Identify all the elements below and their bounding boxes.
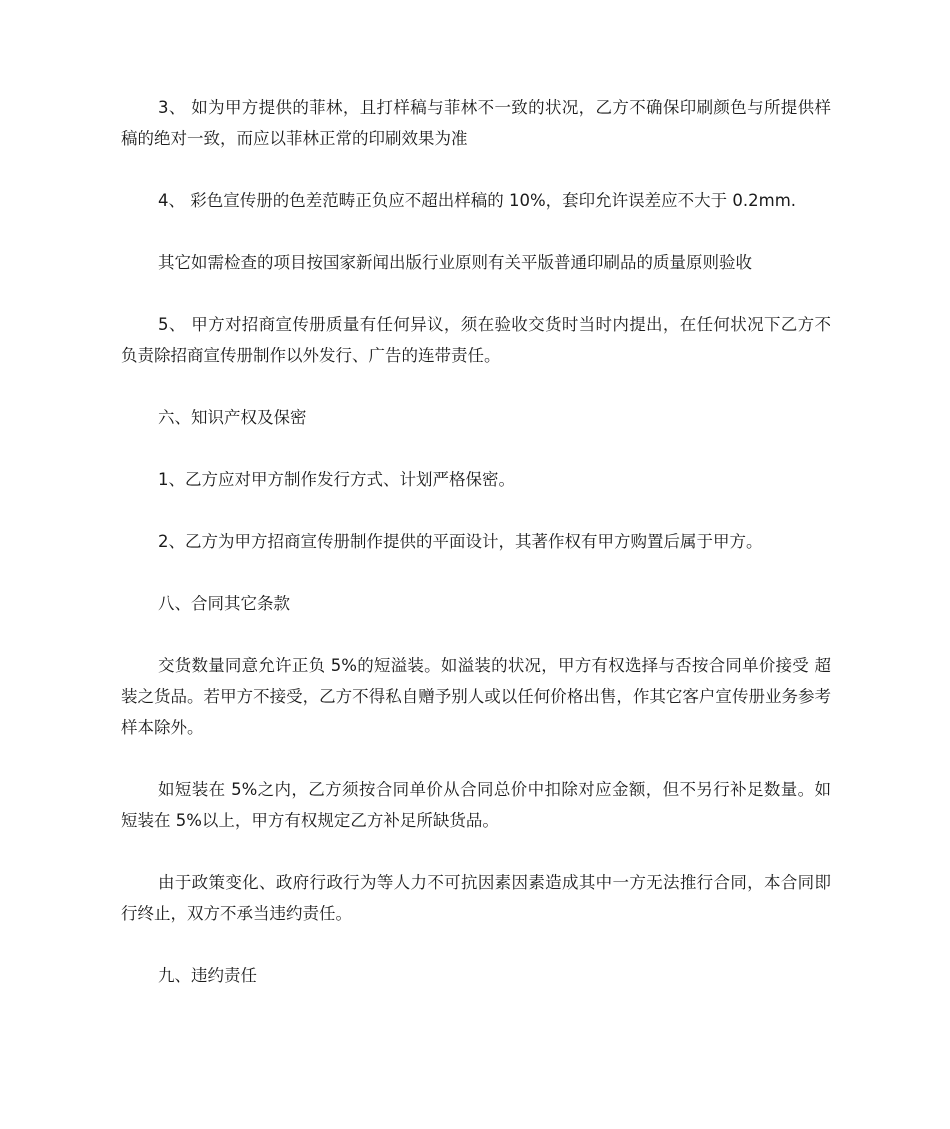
document-page <box>121 92 831 1022</box>
overage-paragraph: 交货数量同意允许正负 5%的短溢装。如溢装的状况，甲方有权选择与否按合同单价接受 超装之货品。若甲方不接受，乙方不得私自赠予别人或以任何价格出售，作其它客户宣传册业务参考样本除外。 <box>121 656 831 737</box>
force-majeure-paragraph: 由于政策变化、政府行政行为等人力不可抗因素因素造成其中一方无法推行合同，本合同即行终止，双方不承当违约责任。 <box>121 873 831 923</box>
section-heading-breach: 九、违约责任 <box>158 966 257 985</box>
clause-4-paragraph: 4、 彩色宣传册的色差范畴正负应不超出样稿的 10%，套印允许误差应不大于 0.2mm. <box>158 191 797 210</box>
section-heading-ip: 六、知识产权及保密 <box>158 408 307 427</box>
shortage-paragraph: 如短装在 5%之内，乙方须按合同单价从合同总价中扣除对应金额，但不另行补足数量。如短装在 5%以上，甲方有权规定乙方补足所缺货品。 <box>121 780 831 830</box>
clause-3-paragraph: 3、 如为甲方提供的菲林，且打样稿与菲林不一致的状况，乙方不确保印刷颜色与所提供样稿的绝对一致，而应以菲林正常的印刷效果为准 <box>121 98 831 148</box>
ip-clause-1-paragraph: 1、乙方应对甲方制作发行方式、计划严格保密。 <box>158 470 515 489</box>
ip-clause-2-paragraph: 2、乙方为甲方招商宣传册制作提供的平面设计，其著作权有甲方购置后属于甲方。 <box>158 532 763 551</box>
inspection-paragraph: 其它如需检查的项目按国家新闻出版行业原则有关平版普通印刷品的质量原则验收 <box>158 253 752 272</box>
clause-5-paragraph: 5、 甲方对招商宣传册质量有任何异议，须在验收交货时当时内提出，在任何状况下乙方不负责除招商宣传册制作以外发行、广告的连带责任。 <box>121 315 831 365</box>
section-heading-other-terms: 八、合同其它条款 <box>158 594 290 613</box>
